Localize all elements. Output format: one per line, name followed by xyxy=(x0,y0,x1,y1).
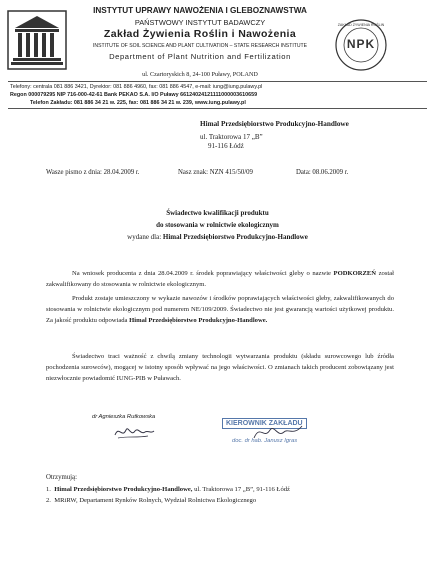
certificate-issued-for xyxy=(0,233,435,241)
distribution-heading: Otrzymują: xyxy=(46,474,77,481)
seal-letters: NPK xyxy=(346,37,376,51)
recipient-street: ul. Traktorowa 17 „B” xyxy=(200,133,263,141)
certificate-title: Świadectwo kwalifikacji produktu xyxy=(166,209,269,217)
letterhead-contact1: Telefony: centrala 081 886 3421, Dyrektor: 081 886 4960, fax: 081 886 4547, e-mail: iung@iung.pulawy.pl xyxy=(10,84,263,90)
distribution-item-1 xyxy=(46,486,290,493)
stamp-title: KIEROWNIK ZAKŁADU xyxy=(222,418,307,429)
p1-product: PODKORZEŃ xyxy=(333,270,377,277)
letterhead-line2: PAŃSTWOWY INSTYTUT BADAWCZY xyxy=(134,18,266,27)
item1-address: ul. Traktorowa 17 „B”, 91-116 Łódź xyxy=(194,486,290,493)
letterhead-divider-bottom xyxy=(8,108,427,109)
recipient-city: 91-116 Łódź xyxy=(208,142,244,150)
letterhead-divider-top xyxy=(8,81,427,82)
item2-text: MRiRW, Departament Rynków Rolnych, Wydział Rolnictwa Ekologicznego xyxy=(54,497,257,504)
body-paragraph-2 xyxy=(46,293,394,326)
body-paragraph-1 xyxy=(46,268,394,290)
distribution-item-2 xyxy=(46,497,256,504)
institute-logo xyxy=(7,10,67,70)
ref-our-ref: Nasz znak: NZN 415/50/09 xyxy=(178,169,253,176)
letterhead-contact2: Regon 000079295 NIP 716-000-42-61 Bank PEKAO S.A. I/O Puławy 66124024121111000003610659 xyxy=(10,92,258,98)
stamp-signatory-name: doc. dr hab. Janusz Igras xyxy=(232,438,298,444)
issued-for-prefix: wydane dla: xyxy=(127,233,162,241)
item1-number: 1. xyxy=(46,486,51,493)
ref-date: Data: 08.06.2009 r. xyxy=(296,169,349,176)
left-signatory-name: dr Agnieszka Rutkowska xyxy=(92,414,156,420)
seal-ring-text: ZAKŁAD ŻYWIENIA ROŚLIN xyxy=(337,23,385,27)
item2-number: 2. xyxy=(46,497,51,504)
p2-text: Produkt zostaje umieszczony w wykazie nawozów i środków poprawiających właściwości gleby, zakwalifikowanych do stosowania w rolnictwie ekologicznym pod numerem NE/109/2009. Świadectwo nie jest gwarancją wartości użytkowej produktu. Za jakość produktu odpowiada xyxy=(46,295,394,324)
department-seal xyxy=(334,18,388,72)
letterhead-contact3: Telefon Zakładu: 081 886 34 21 w. 225, fax: 081 886 34 21 w. 239, www.iung.pulawy.pl xyxy=(30,100,246,106)
letterhead-line5: Department of Plant Nutrition and Fertilization xyxy=(109,52,291,61)
item1-company: Himal Przedsiębiorstwo Produkcyjno-Handlowe, xyxy=(54,486,193,493)
letterhead-line4: INSTITUTE OF SOIL SCIENCE AND PLANT CULTIVATION – STATE RESEARCH INSTITUTE xyxy=(92,43,308,49)
issued-for-company: Himal Przedsiębiorstwo Produkcyjno-Handlowe xyxy=(162,233,308,241)
letterhead-address: ul. Czartoryskich 8, 24-100 Puławy, POLAND xyxy=(142,71,258,78)
ref-your-letter: Wasze pismo z dnia: 28.04.2009 r. xyxy=(46,169,140,176)
body-paragraph-3: Świadectwo traci ważność z chwilą zmiany technologii wytwarzania produktu (składu surowcowego lub źródła pochodzenia surowców), mogącej w istotny sposób wpływać na jego właściwości. O zmianach takich producent zobowiązany jest niezwłocznie powiadomić IUNG-PIB w Puławach. xyxy=(46,353,394,382)
p1-intro: Na wniosek producenta z dnia 28.04.2009 r. środek poprawiający właściwości gleby o nazwie xyxy=(72,270,331,277)
certificate-subtitle: do stosowania w rolnictwie ekologicznym xyxy=(156,221,279,229)
recipient-name: Himal Przedsiębiorstwo Produkcyjno-Handlowe xyxy=(200,120,349,128)
p1-rest: został zakwalifikowany do stosowania w rolnictwie ekologicznym. xyxy=(46,270,394,288)
left-signature-scribble xyxy=(112,422,156,442)
p2-company: Himal Przedsiębiorstwo Produkcyjno-Handlowe. xyxy=(129,317,268,324)
letterhead-line3: Zakład Żywienia Roślin i Nawożenia xyxy=(103,28,297,40)
letterhead-line1: INSTYTUT UPRAWY NAWOŻENIA I GLEBOZNAWSTWA xyxy=(93,6,307,15)
